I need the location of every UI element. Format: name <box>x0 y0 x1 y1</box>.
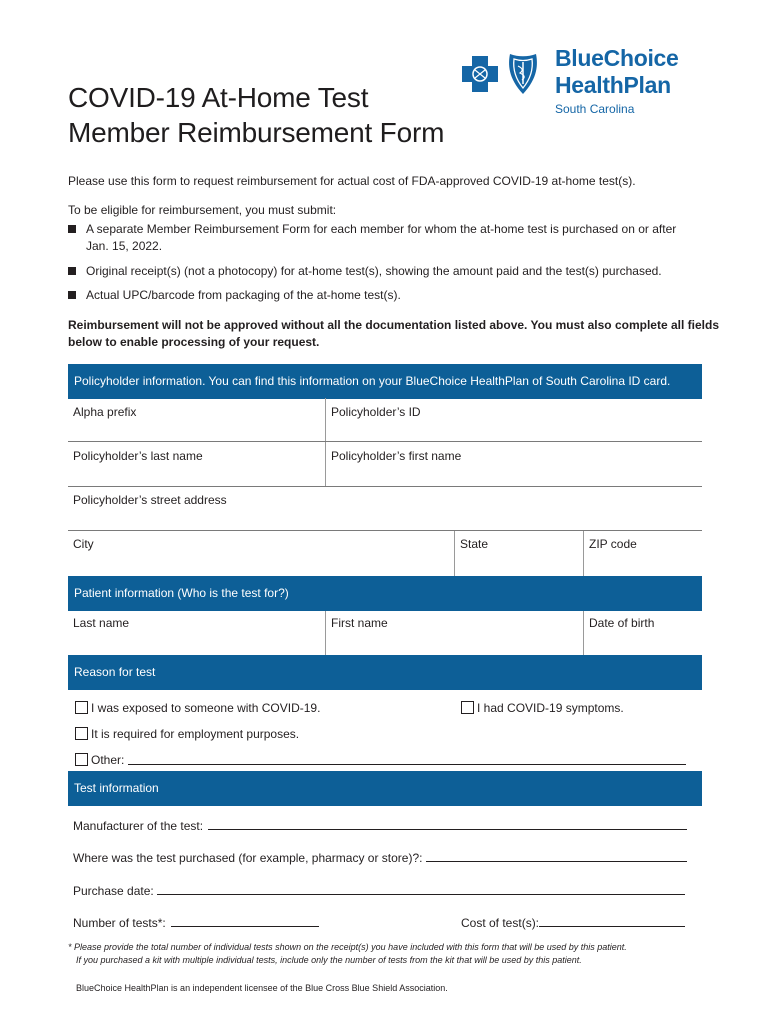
manufacturer-input-line[interactable] <box>208 829 687 830</box>
divider <box>325 611 326 655</box>
alpha-prefix-label: Alpha prefix <box>73 405 137 419</box>
patient-last-name-field[interactable] <box>68 611 324 654</box>
logo-region: South Carolina <box>555 102 635 116</box>
intro-text: Please use this form to request reimbursement for actual cost of FDA-approved COVID-19 at-home test(s). <box>68 174 636 188</box>
page-title <box>68 80 444 150</box>
footer-disclaimer: BlueChoice HealthPlan is an independent licensee of the Blue Cross Blue Shield Association. <box>76 983 448 993</box>
policyholder-first-name-field[interactable] <box>326 442 702 485</box>
logo-brand-line1: BlueChoice <box>555 45 679 71</box>
divider <box>583 531 584 576</box>
logo-brand-line2: HealthPlan <box>555 72 671 98</box>
bcbs-logo-icon <box>458 50 554 102</box>
bullet-item <box>68 287 401 304</box>
alpha-prefix-field[interactable] <box>68 398 324 441</box>
patient-last-name-label: Last name <box>73 616 130 630</box>
purchase-date-input-line[interactable] <box>157 894 685 895</box>
bullet-text: A separate Member Reimbursement Form for each member for whom the at-home test is purchased on or after <box>86 222 677 236</box>
bullet-item <box>68 263 662 280</box>
test-section-header: Test information <box>68 771 702 806</box>
city-label: City <box>73 537 94 551</box>
number-of-tests-input-line[interactable] <box>171 926 319 927</box>
policyholder-id-label: Policyholder’s ID <box>331 405 421 419</box>
state-field[interactable] <box>455 531 583 575</box>
warning-line-2: below to enable processing of your request. <box>68 335 320 349</box>
purchase-date-label: Purchase date: <box>73 884 154 898</box>
purchase-location-input-line[interactable] <box>426 861 687 862</box>
bullet-icon <box>68 291 76 299</box>
employment-label: It is required for employment purposes. <box>91 727 300 741</box>
footnote-line-2: If you purchased a kit with multiple individual tests, include only the number of tests from the kit that will be used by this patient. <box>76 955 582 965</box>
city-field[interactable] <box>68 531 454 575</box>
bullet-icon <box>68 267 76 275</box>
title-line-2: Member Reimbursement Form <box>68 117 445 148</box>
divider <box>583 611 584 655</box>
divider <box>454 531 455 576</box>
policyholder-last-name-field[interactable] <box>68 442 324 485</box>
reason-section-header: Reason for test <box>68 655 702 690</box>
bullet-item <box>68 221 676 255</box>
number-of-tests-label: Number of tests*: <box>73 916 166 930</box>
street-address-field[interactable] <box>68 487 702 529</box>
first-name-label: Policyholder’s first name <box>331 449 462 463</box>
state-label: State <box>460 537 489 551</box>
symptoms-checkbox[interactable] <box>461 701 474 714</box>
footnote-line-1: * Please provide the total number of individual tests shown on the receipt(s) you have included with this form that will be used by this patient. <box>68 942 627 952</box>
bullet-icon <box>68 225 76 233</box>
symptoms-label: I had COVID-19 symptoms. <box>477 701 624 715</box>
patient-section-header: Patient information (Who is the test for?) <box>68 576 702 611</box>
bullet-text: Original receipt(s) (not a photocopy) for at-home test(s), showing the amount paid and the test(s) purchased. <box>86 264 662 278</box>
purchase-location-label: Where was the test purchased (for example, pharmacy or store)?: <box>73 851 423 865</box>
zip-field[interactable] <box>584 531 702 575</box>
policyholder-section-header: Policyholder information. You can find this information on your BlueChoice HealthPlan of South Carolina ID card. <box>68 364 702 399</box>
employment-checkbox[interactable] <box>75 727 88 740</box>
other-checkbox[interactable] <box>75 753 88 766</box>
exposed-label: I was exposed to someone with COVID-19. <box>91 701 321 715</box>
title-line-1: COVID-19 At-Home Test <box>68 82 369 113</box>
exposed-checkbox[interactable] <box>75 701 88 714</box>
other-label: Other: <box>91 753 125 767</box>
other-input-line[interactable] <box>128 764 686 765</box>
dob-label: Date of birth <box>589 616 655 630</box>
eligible-heading: To be eligible for reimbursement, you must submit: <box>68 203 337 217</box>
policyholder-id-field[interactable] <box>326 398 702 441</box>
manufacturer-label: Manufacturer of the test: <box>73 819 204 833</box>
cost-label: Cost of test(s): <box>461 916 540 930</box>
date-of-birth-field[interactable] <box>584 611 702 654</box>
cost-input-line[interactable] <box>539 926 685 927</box>
street-label: Policyholder’s street address <box>73 493 227 507</box>
bullet-text-cont: Jan. 15, 2022. <box>86 239 163 253</box>
last-name-label: Policyholder’s last name <box>73 449 203 463</box>
zip-label: ZIP code <box>589 537 637 551</box>
patient-first-name-field[interactable] <box>326 611 583 654</box>
warning-line-1: Reimbursement will not be approved without all the documentation listed above. You must also complete all fields <box>68 318 719 332</box>
bullet-text: Actual UPC/barcode from packaging of the at-home test(s). <box>86 288 401 302</box>
patient-first-name-label: First name <box>331 616 388 630</box>
